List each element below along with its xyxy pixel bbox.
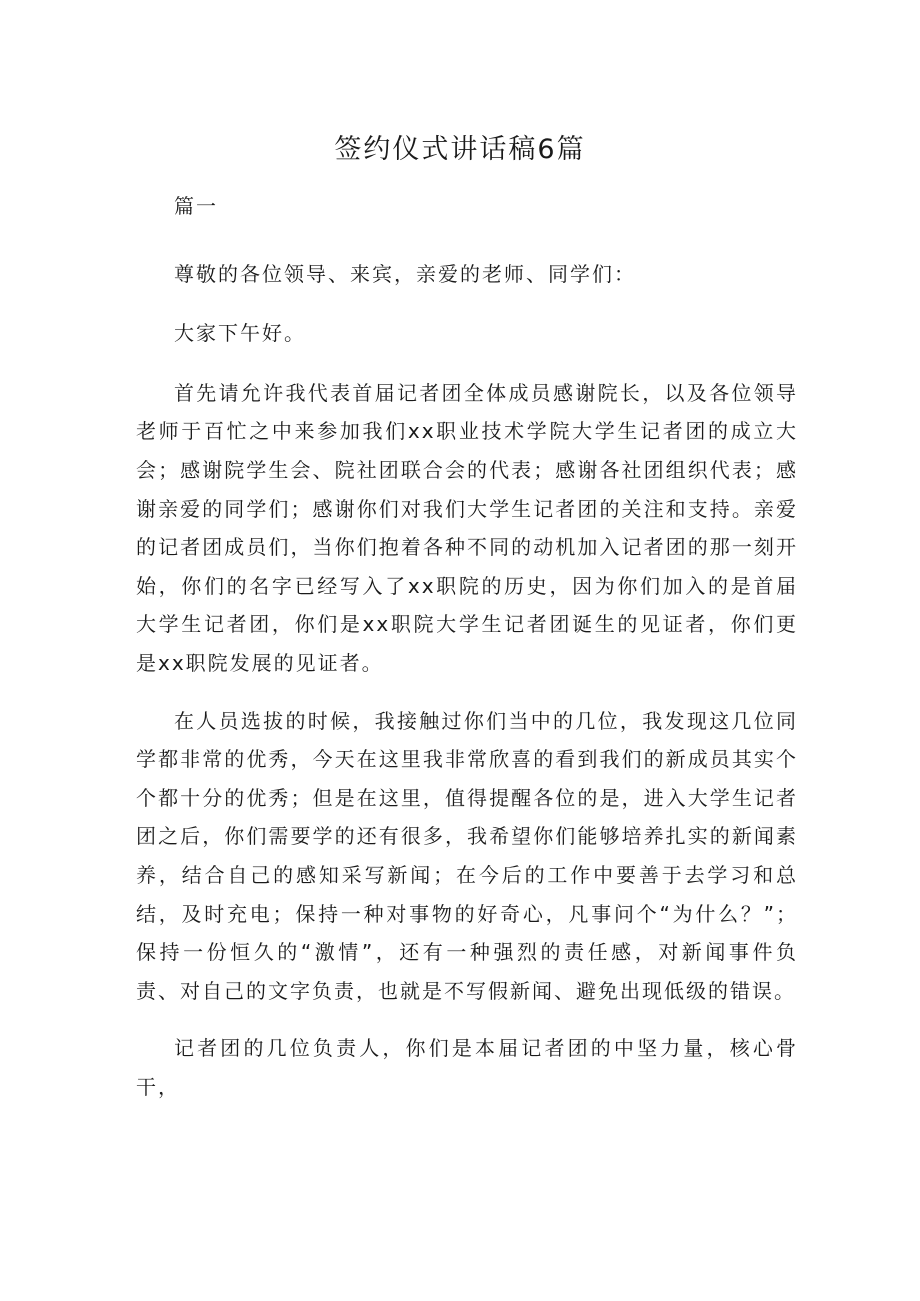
greeting: 大家下午好。 [174,321,306,346]
body-paragraph: 首先请允许我代表首届记者团全体成员感谢院长，以及各位领导老师于百忙之中来参加我们xx职业技术学院大学生记者团的成立大会；感谢院学生会、院社团联合会的代表；感谢各社团组织代表；感谢亲爱的同学们；感谢你们对我们大学生记者团的关注和支持。亲爱的记者团成员们，当你们抱着各种不同的动机加入记者团的那一刻开始，你们的名字已经写入了xx职院的历史，因为你们加入的是首届大学生记者团，你们是xx职院大学生记者团诞生的见证者，你们更是xx职院发展的见证者。 [136,380,798,675]
body-paragraph: 记者团的几位负责人，你们是本届记者团的中坚力量，核心骨干， [136,1036,798,1099]
section-label: 篇一 [174,194,218,218]
document-body [136,187,798,1125]
salutation: 尊敬的各位领导、来宾，亲爱的老师、同学们： [174,261,636,286]
body-paragraph: 在人员选拔的时候，我接触过你们当中的几位，我发现这几位同学都非常的优秀，今天在这里我非常欣喜的看到我们的新成员其实个个都十分的优秀；但是在这里，值得提醒各位的是，进入大学生记者团之后，你们需要学的还有很多，我希望你们能够培养扎实的新闻素养，结合自己的感知采写新闻；在今后的工作中要善于去学习和总结，及时充电；保持一种对事物的好奇心，凡事问个“为什么？”；保持一份恒久的“激情”，还有一种强烈的责任感，对新闻事件负责、对自己的文字负责，也就是不写假新闻、避免出现低级的错误。 [136,708,798,1003]
document-title: 签约仪式讲话稿6篇 [334,134,586,165]
